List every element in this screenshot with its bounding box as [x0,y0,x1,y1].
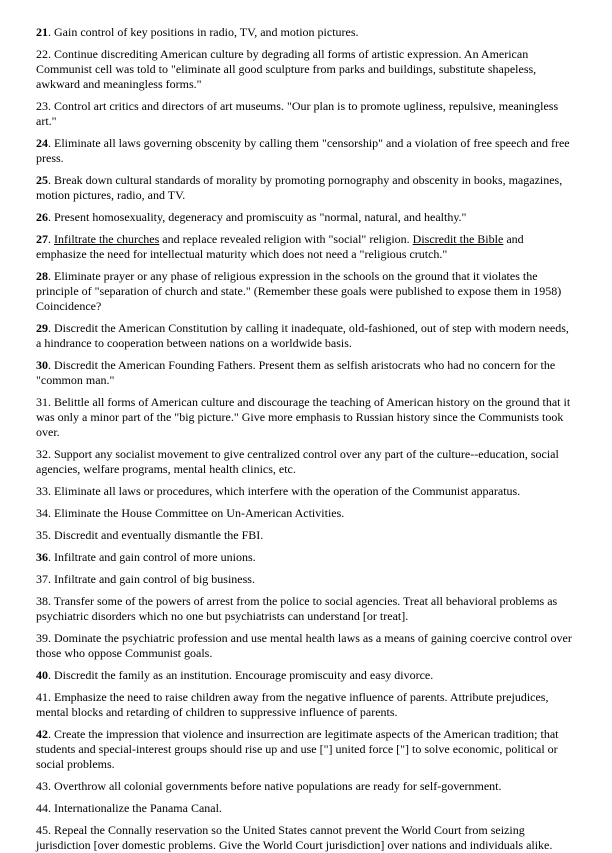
item-number: 28 [36,269,48,283]
item-number: 27 [36,232,48,246]
list-item [36,528,576,543]
item-separator: . [48,269,54,283]
list-item [36,506,576,521]
item-number: 40 [36,668,48,682]
item-separator: . [48,690,54,704]
item-number: 23 [36,99,48,113]
list-item [36,47,576,92]
item-text: Emphasize the need to raise children away from the negative influence of parents. Attribute prejudices, mental blocks and retarding of children to suppressive influence of parents. [36,690,549,719]
item-number: 34 [36,506,48,520]
underlined-phrase: Discredit the Bible [412,232,504,246]
item-text: Dominate the psychiatric profession and use mental health laws as a means of gaining coercive control over those who oppose Communist goals. [36,631,572,660]
item-text: Belittle all forms of American culture and discourage the teaching of American history on the ground that it was only a minor part of the "big picture." Give more emphasis to Russian history since the Communists took over. [36,395,571,439]
item-separator: . [48,25,54,39]
item-text: and emphasize the need for intellectual maturity which does not need a "religious crutch." [36,232,524,261]
item-text: Eliminate the House Committee on Un-American Activities. [54,506,345,520]
item-separator: . [48,210,54,224]
item-number: 24 [36,136,48,150]
item-text: Transfer some of the powers of arrest from the police to social agencies. Treat all behavioral problems as psychiatric disorders which no one but psychiatrists can understand [or treat]. [36,594,558,623]
item-number: 29 [36,321,48,335]
item-separator: . [48,550,54,564]
item-separator: . [48,358,54,372]
list-item [36,173,576,203]
item-number: 26 [36,210,48,224]
item-text: Discredit the American Constitution by calling it inadequate, old-fashioned, out of step with modern needs, a hindrance to cooperation between nations on a worldwide basis. [36,321,569,350]
list-item [36,690,576,720]
item-text: Overthrow all colonial governments before native populations are ready for self-government. [54,779,502,793]
list-item [36,572,576,587]
item-separator: . [48,321,54,335]
item-number: 42 [36,727,48,741]
list-item [36,136,576,166]
item-text: Discredit the family as an institution. Encourage promiscuity and easy divorce. [54,668,434,682]
list-item [36,668,576,683]
item-number: 38 [36,594,48,608]
item-number: 33 [36,484,48,498]
item-text: Repeal the Connally reservation so the United States cannot prevent the World Court from seizing jurisdiction [over domestic problems. Give the World Court jurisdiction] over nations and individuals alike. [36,823,553,852]
item-text: Gain control of key positions in radio, TV, and motion pictures. [54,25,359,39]
list-item [36,727,576,772]
item-separator: . [48,447,54,461]
item-separator: . [48,801,54,815]
item-text: Eliminate prayer or any phase of religious expression in the schools on the ground that it violates the principle of "separation of church and state." (Remember these goals were published to expose them in 1958) Coincidence? [36,269,562,313]
item-number: 21 [36,25,48,39]
item-text: Break down cultural standards of morality by promoting pornography and obscenity in books, magazines, motion pictures, radio, and TV. [36,173,563,202]
item-separator: . [48,779,54,793]
list-item [36,823,576,853]
item-separator: . [48,47,54,61]
list-item [36,484,576,499]
item-text: and replace revealed religion with "social" religion. [159,232,413,246]
item-number: 39 [36,631,48,645]
item-separator: . [48,823,54,837]
item-text: Eliminate all laws governing obscenity by calling them "censorship" and a violation of free speech and free press. [36,136,570,165]
item-separator: . [48,668,54,682]
item-number: 44 [36,801,48,815]
item-number: 43 [36,779,48,793]
item-text: Create the impression that violence and insurrection are legitimate aspects of the American tradition; that students and special-interest groups should rise up and use ["] united force ["] to solve economic, political or social problems. [36,727,559,771]
list-item [36,358,576,388]
item-number: 35 [36,528,48,542]
item-text: Infiltrate and gain control of big business. [54,572,255,586]
item-separator: . [48,727,54,741]
item-number: 41 [36,690,48,704]
item-separator: . [48,395,54,409]
item-text: Present homosexuality, degeneracy and promiscuity as "normal, natural, and healthy." [54,210,467,224]
list-item [36,631,576,661]
item-number: 30 [36,358,48,372]
item-separator: . [48,528,54,542]
list-item [36,25,576,40]
item-separator: . [48,99,54,113]
list-item [36,99,576,129]
list-item [36,594,576,624]
item-text: Control art critics and directors of art museums. "Our plan is to promote ugliness, repulsive, meaningless art." [36,99,559,128]
item-separator: . [48,572,54,586]
item-text: Discredit the American Founding Fathers. Present them as selfish aristocrats who had no concern for the "common man." [36,358,556,387]
item-text: Eliminate all laws or procedures, which interfere with the operation of the Communist apparatus. [54,484,521,498]
item-separator: . [48,484,54,498]
numbered-list [36,25,576,853]
list-item [36,395,576,440]
item-separator: . [48,506,54,520]
list-item [36,321,576,351]
item-separator: . [48,631,54,645]
item-text: Continue discrediting American culture by degrading all forms of artistic expression. An American Communist cell was told to "eliminate all good sculpture from parks and buildings, substitute shapeless, awkward and meaningless forms." [36,47,537,91]
list-item [36,269,576,314]
item-number: 36 [36,550,48,564]
item-number: 32 [36,447,48,461]
item-number: 45 [36,823,48,837]
item-text: Internationalize the Panama Canal. [54,801,222,815]
item-number: 31 [36,395,48,409]
item-separator: . [48,173,54,187]
list-item [36,801,576,816]
item-separator: . [48,232,54,246]
list-item [36,232,576,262]
item-text: Infiltrate and gain control of more unions. [54,550,256,564]
list-item [36,550,576,565]
item-number: 25 [36,173,48,187]
item-text: Support any socialist movement to give centralized control over any part of the culture--education, social agencies, welfare programs, mental health clinics, etc. [36,447,559,476]
item-separator: . [48,594,54,608]
item-number: 22 [36,47,48,61]
item-text: Discredit and eventually dismantle the FBI. [54,528,264,542]
list-item [36,447,576,477]
item-separator: . [48,136,54,150]
underlined-phrase: Infiltrate the churches [54,232,160,246]
list-item [36,210,576,225]
item-number: 37 [36,572,48,586]
